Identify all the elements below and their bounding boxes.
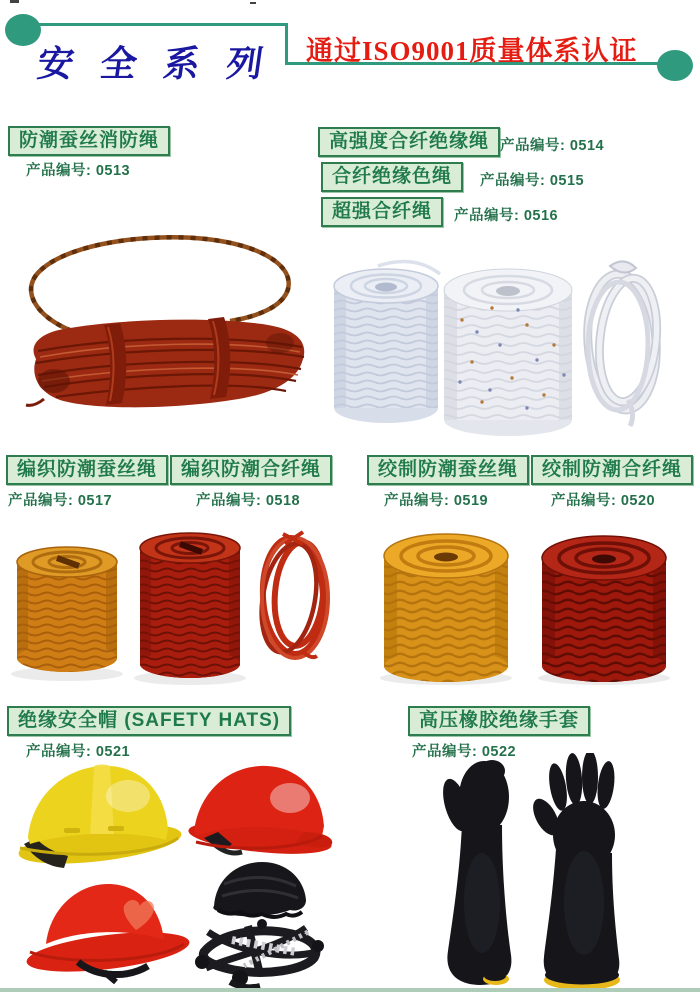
product-label-0522: 高压橡胶绝缘手套 [408,706,590,736]
header-line-top [28,23,288,26]
photo-braided-ropes [5,518,350,690]
bottom-edge-strip [0,988,700,992]
photo-insulating-gloves [398,753,690,992]
product-label-0520: 绞制防潮合纤绳 [531,455,693,485]
certification-text: 通过ISO9001质量体系认证 [306,36,638,66]
photo-twisted-ropes [358,516,693,688]
green-dot-left [5,14,41,46]
product-code-0520: 产品编号: 0520 [551,493,656,509]
product-code-0515: 产品编号: 0515 [480,173,585,189]
product-label-0518: 编织防潮合纤绳 [170,455,332,485]
photo-fire-rope [8,231,320,436]
product-code-0516: 产品编号: 0516 [454,208,559,224]
product-code-0517: 产品编号: 0517 [8,493,113,509]
product-label-0516: 超强合纤绳 [321,197,443,227]
product-label-0517: 编织防潮蚕丝绳 [6,455,168,485]
product-code-0518: 产品编号: 0518 [196,493,301,509]
product-label-0514: 高强度合纤绝缘绳 [318,127,500,157]
product-label-0519: 绞制防潮蚕丝绳 [367,455,529,485]
product-label-0521: 绝缘安全帽 (SAFETY HATS) [7,706,291,736]
photo-white-ropes [322,250,694,440]
green-dot-right [657,50,693,81]
product-label-0515: 合纤绝缘色绳 [321,162,463,192]
product-code-0521: 产品编号: 0521 [26,744,131,760]
product-label-0513: 防潮蚕丝消防绳 [8,126,170,156]
photo-safety-hats [8,756,344,992]
product-code-0519: 产品编号: 0519 [384,493,489,509]
page-title: 安全系列 [34,43,293,84]
product-code-0513: 产品编号: 0513 [26,163,131,179]
product-code-0522: 产品编号: 0522 [412,744,517,760]
scan-speck [250,2,256,4]
scan-speck [10,0,19,3]
product-code-0514: 产品编号: 0514 [500,138,605,154]
